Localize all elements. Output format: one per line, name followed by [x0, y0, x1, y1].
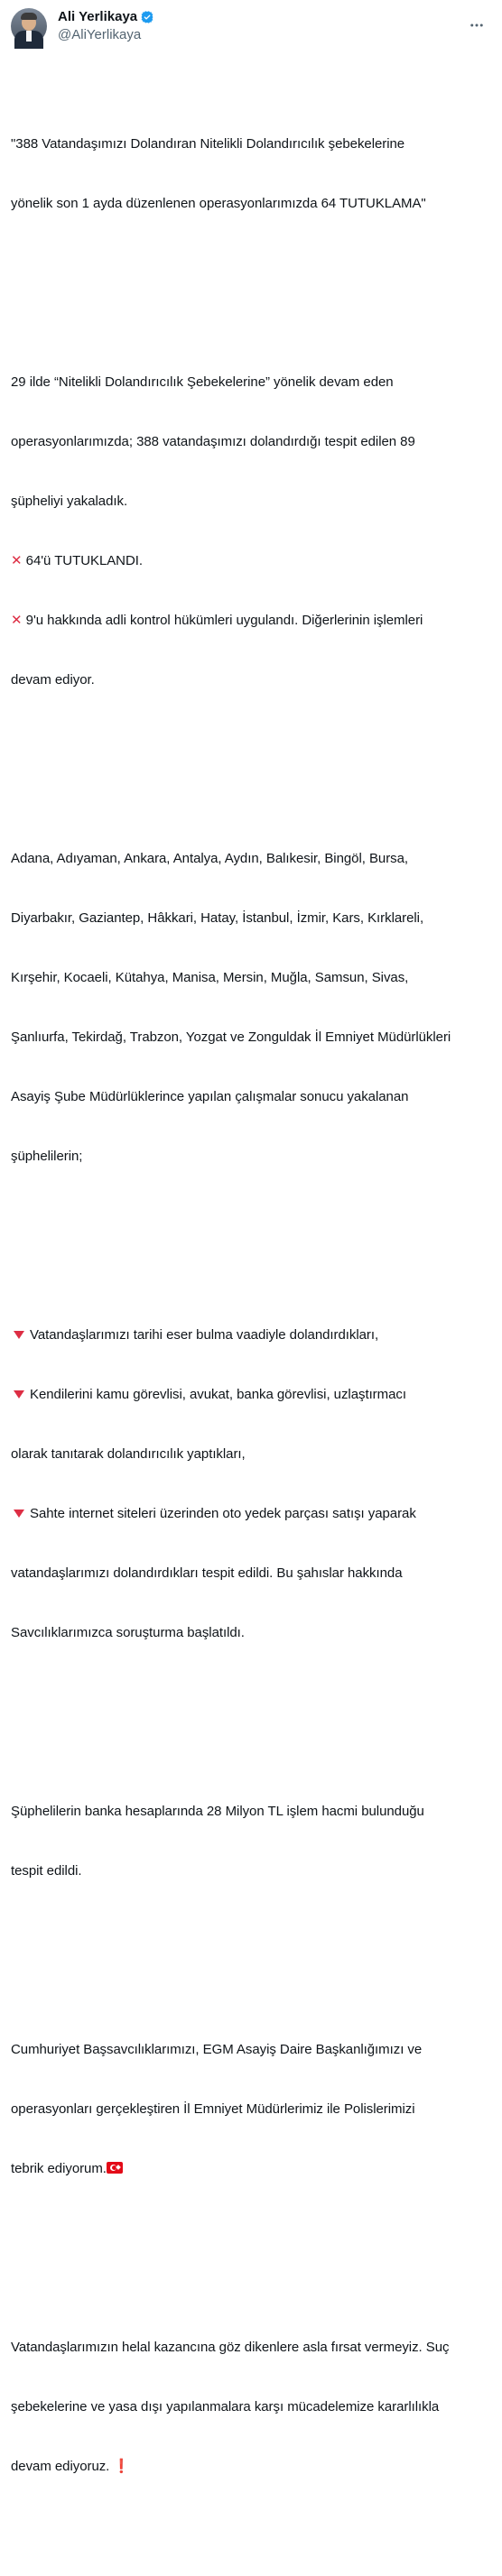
cities-line: Diyarbakır, Gaziantep, Hâkkari, Hatay, İstanbul, İzmir, Kars, Kırklareli, [11, 910, 424, 926]
result-arrested: 64'ü TUTUKLANDI. [25, 553, 143, 568]
red-triangle-down-icon [14, 1331, 24, 1339]
headline-line: yönelik son 1 ayda düzenlenen operasyonlarımızda 64 TUTUKLAMA" [11, 196, 426, 211]
congrats-line: Cumhuriyet Başsavcılıklarımızı, EGM Asayiş Daire Başkanlığımızı ve [11, 2042, 423, 2057]
bullet-continuation: vatandaşlarımızı dolandırdıkları tespit edildi. Bu şahıslar hakkında [11, 1565, 403, 1581]
closing-line: Vatandaşlarımızın helal kazancına göz dikenlere asla fırsat vermeyiz. Suç [11, 2340, 450, 2355]
bullet-text: Sahte internet siteleri üzerinden oto yedek parçası satışı yaparak [30, 1506, 416, 1521]
closing-line: şebekelerine ve yasa dışı yapılanmalara karşı mücadelemize kararlılıkla [11, 2399, 440, 2414]
bullet-item [11, 1504, 489, 1524]
cities-line: Şanlıurfa, Tekirdağ, Trabzon, Yozgat ve Zonguldak İl Emniyet Müdürlükleri [11, 1029, 451, 1045]
cities-paragraph [11, 809, 489, 1206]
tweet-header [11, 7, 488, 45]
headline-line: "388 Vatandaşımızı Dolandıran Nitelikli Dolandırıcılık şebekelerine [11, 136, 405, 152]
intro-line: 29 ilde “Nitelikli Dolandırıcılık Şebekelerine” yönelik devam eden [11, 374, 394, 390]
congrats-last-line [11, 2159, 489, 2179]
display-name[interactable]: Ali Yerlikaya [58, 9, 138, 24]
author-info [58, 8, 154, 44]
intro-paragraph [11, 333, 489, 730]
handle[interactable]: @AliYerlikaya [58, 27, 142, 42]
exclamation-icon: ❗ [113, 2459, 131, 2474]
bullet-item [11, 1385, 489, 1405]
congrats-text: tebrik ediyorum. [11, 2161, 107, 2176]
congrats-line: operasyonları gerçekleştiren İl Emniyet Müdürlerimiz ile Polislerimizi [11, 2101, 415, 2117]
avatar[interactable] [11, 8, 47, 44]
bullet-text: Vatandaşlarımızı tarihi eser bulma vaadiyle dolandırdıkları, [30, 1327, 379, 1343]
tweet-text [11, 55, 489, 2576]
closing-last-line [11, 2457, 489, 2477]
bullet-continuation: olarak tanıtarak dolandırıcılık yaptıkları, [11, 1446, 246, 1462]
intro-line: operasyonlarımızda; 388 vatandaşımızı dolandırdığı tespit edilen 89 [11, 434, 415, 449]
cross-mark-icon: ✕ [11, 613, 23, 628]
verified-badge-icon [140, 10, 154, 24]
more-options-icon[interactable] [466, 14, 488, 36]
closing-paragraph [11, 2298, 489, 2516]
bullet-item [11, 1325, 489, 1345]
intro-line: şüpheliyi yakaladık. [11, 494, 128, 509]
red-triangle-down-icon [14, 1390, 24, 1399]
cities-line: Adana, Adıyaman, Ankara, Antalya, Aydın, Balıkesir, Bingöl, Bursa, [11, 851, 409, 866]
bullet-text: Kendilerini kamu görevlisi, avukat, banka görevlisi, uzlaştırmacı [30, 1387, 406, 1402]
headline-paragraph [11, 95, 489, 254]
cross-mark-icon: ✕ [11, 553, 23, 568]
congrats-paragraph [11, 2000, 489, 2219]
closing-text: devam ediyoruz. [11, 2459, 114, 2474]
money-paragraph [11, 1762, 489, 1921]
turkey-flag-icon [107, 2162, 123, 2174]
cities-line: şüphelilerin; [11, 1149, 83, 1164]
bullet-continuation: Savcılıklarımızca soruşturma başlatıldı. [11, 1625, 245, 1640]
result-control: 9'u hakkında adli kontrol hükümleri uygulandı. Diğerlerinin işlemleri [25, 613, 423, 628]
result-control-line-2: devam ediyor. [11, 672, 95, 688]
money-line: tespit edildi. [11, 1863, 82, 1879]
cities-line: Asayiş Şube Müdürlüklerince yapılan çalışmalar sonucu yakalanan [11, 1089, 409, 1104]
red-triangle-down-icon [14, 1510, 24, 1518]
result-control-line [11, 611, 489, 631]
bullets-paragraph [11, 1286, 489, 1683]
money-line: Şüphelilerin banka hesaplarında 28 Milyon TL işlem hacmi bulunduğu [11, 1804, 424, 1819]
cities-line: Kırşehir, Kocaeli, Kütahya, Manisa, Mersin, Muğla, Samsun, Sivas, [11, 970, 409, 985]
result-arrested-line [11, 551, 489, 571]
